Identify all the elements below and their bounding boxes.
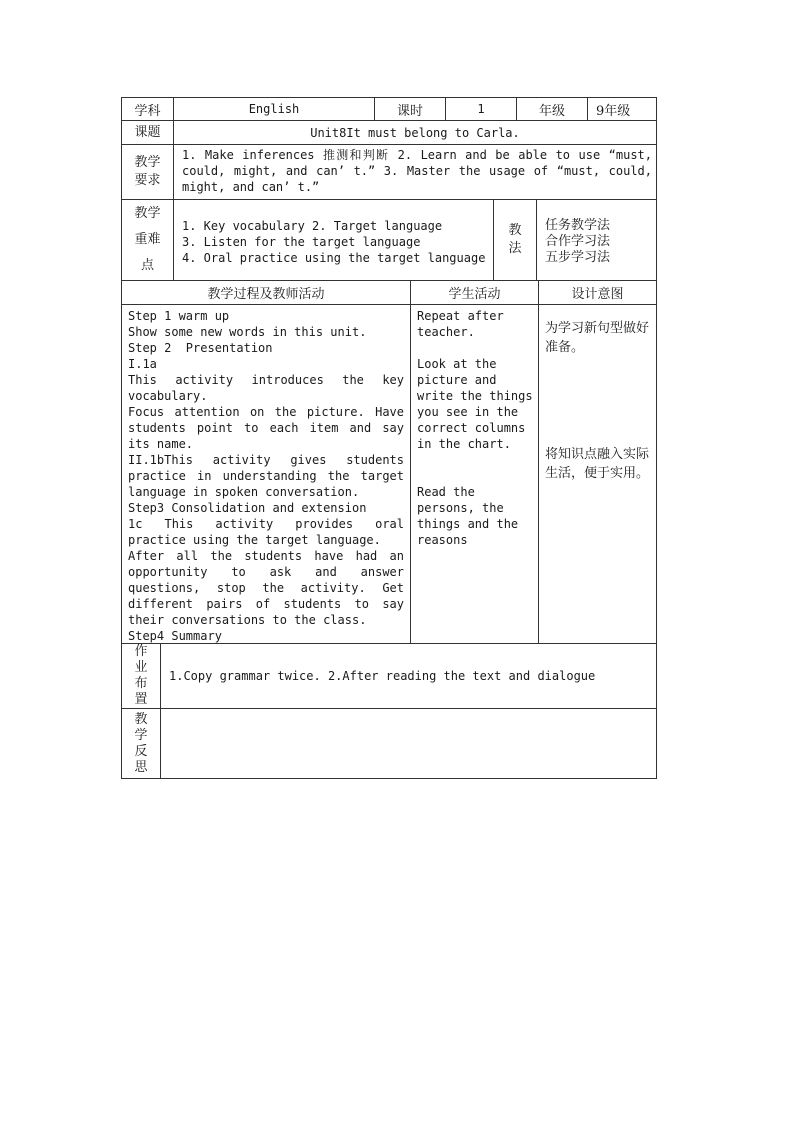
homework-row xyxy=(121,644,657,709)
key-point-item: 3. Listen for the target language xyxy=(182,235,421,249)
process-content-row xyxy=(121,305,657,644)
process-header-student: 学生活动 xyxy=(411,281,539,304)
teacher-line: 1c This activity provides oral practice using the target language. xyxy=(128,517,404,547)
method-label xyxy=(494,200,537,280)
key-point-item: 4. Oral practice using the target language xyxy=(182,251,486,265)
design-intent: 将知识点融入实际生活，便于实用。 xyxy=(545,447,650,481)
teacher-line: After all the students have had an opportunity to ask and answer questions, stop the activity. Get different pairs of students to say their conversations to the class. xyxy=(128,549,404,627)
methods-list xyxy=(537,200,656,280)
teacher-line: Step 2 Presentation xyxy=(128,341,273,355)
teacher-line: II.1bThis activity gives students practice in understanding the target language in spoken conversation. xyxy=(128,453,404,499)
requirements-value: 1. Make inferences 推测和判断 2. Learn and be able to use “must, could, might, and can’ t.” 3. Master the usage of “must, could, might, and can’ t.” xyxy=(182,148,660,194)
homework-value: 1.Copy grammar twice. 2.After reading the text and dialogue xyxy=(169,669,596,683)
requirements-label-text: 教学要求 xyxy=(134,155,161,188)
lesson-plan-table xyxy=(121,97,660,779)
period-label: 课时 xyxy=(375,98,446,120)
teacher-line: Step3 Consolidation and extension xyxy=(128,501,367,515)
reflection-value xyxy=(161,709,656,778)
method-item: 任务教学法 xyxy=(545,218,611,233)
reflection-label xyxy=(122,709,161,778)
teacher-line: This activity introduces the key vocabulary. xyxy=(128,373,404,403)
header-row xyxy=(121,97,657,121)
requirements-label xyxy=(122,145,174,199)
teacher-line: Step4 Summary xyxy=(128,629,222,643)
student-activity: Look at the picture and write the things you see in the correct columns in the chart. xyxy=(417,357,533,451)
student-activity: Repeat after teacher. xyxy=(417,309,504,339)
homework-label xyxy=(122,644,161,708)
key-point-item: 1. Key vocabulary 2. Target language xyxy=(182,219,443,233)
process-header-teacher: 教学过程及教师活动 xyxy=(122,281,411,304)
grade-value: 9年级 xyxy=(596,104,631,119)
method-label-text: 教法 xyxy=(508,223,522,256)
key-points-row xyxy=(121,200,657,281)
topic-row xyxy=(121,121,657,145)
key-points-list xyxy=(174,200,494,280)
subject-label: 学科 xyxy=(122,98,174,120)
teacher-line: Focus attention on the picture. Have students point to each item and say its name. xyxy=(128,405,404,451)
teacher-line: I.1a xyxy=(128,357,157,371)
grade-label: 年级 xyxy=(517,98,588,120)
key-points-label-text: 教学重难点 xyxy=(134,206,161,273)
reflection-row xyxy=(121,709,657,779)
student-activity: Read the persons, the things and the reasons xyxy=(417,485,519,547)
topic-value: Unit8It must belong to Carla. xyxy=(310,125,520,140)
method-item: 合作学习法 xyxy=(545,234,611,249)
reflection-label-text: 教学反思 xyxy=(134,711,148,775)
design-intent: 为学习新句型做好准备。 xyxy=(545,321,650,355)
period-value: 1 xyxy=(446,98,517,120)
teacher-line: Show some new words in this unit. xyxy=(128,325,367,339)
student-activities xyxy=(411,305,539,643)
teacher-activities xyxy=(122,305,411,643)
homework-label-text: 作业布置 xyxy=(134,644,148,707)
subject-value: English xyxy=(174,98,375,120)
teacher-line: Step 1 warm up xyxy=(128,309,230,323)
method-item: 五步学习法 xyxy=(545,250,611,265)
key-points-label xyxy=(122,200,174,280)
requirements-row xyxy=(121,145,660,200)
process-header-row xyxy=(121,281,657,305)
topic-label: 课题 xyxy=(122,121,174,144)
process-header-intent: 设计意图 xyxy=(571,287,624,302)
design-intents xyxy=(539,305,656,643)
